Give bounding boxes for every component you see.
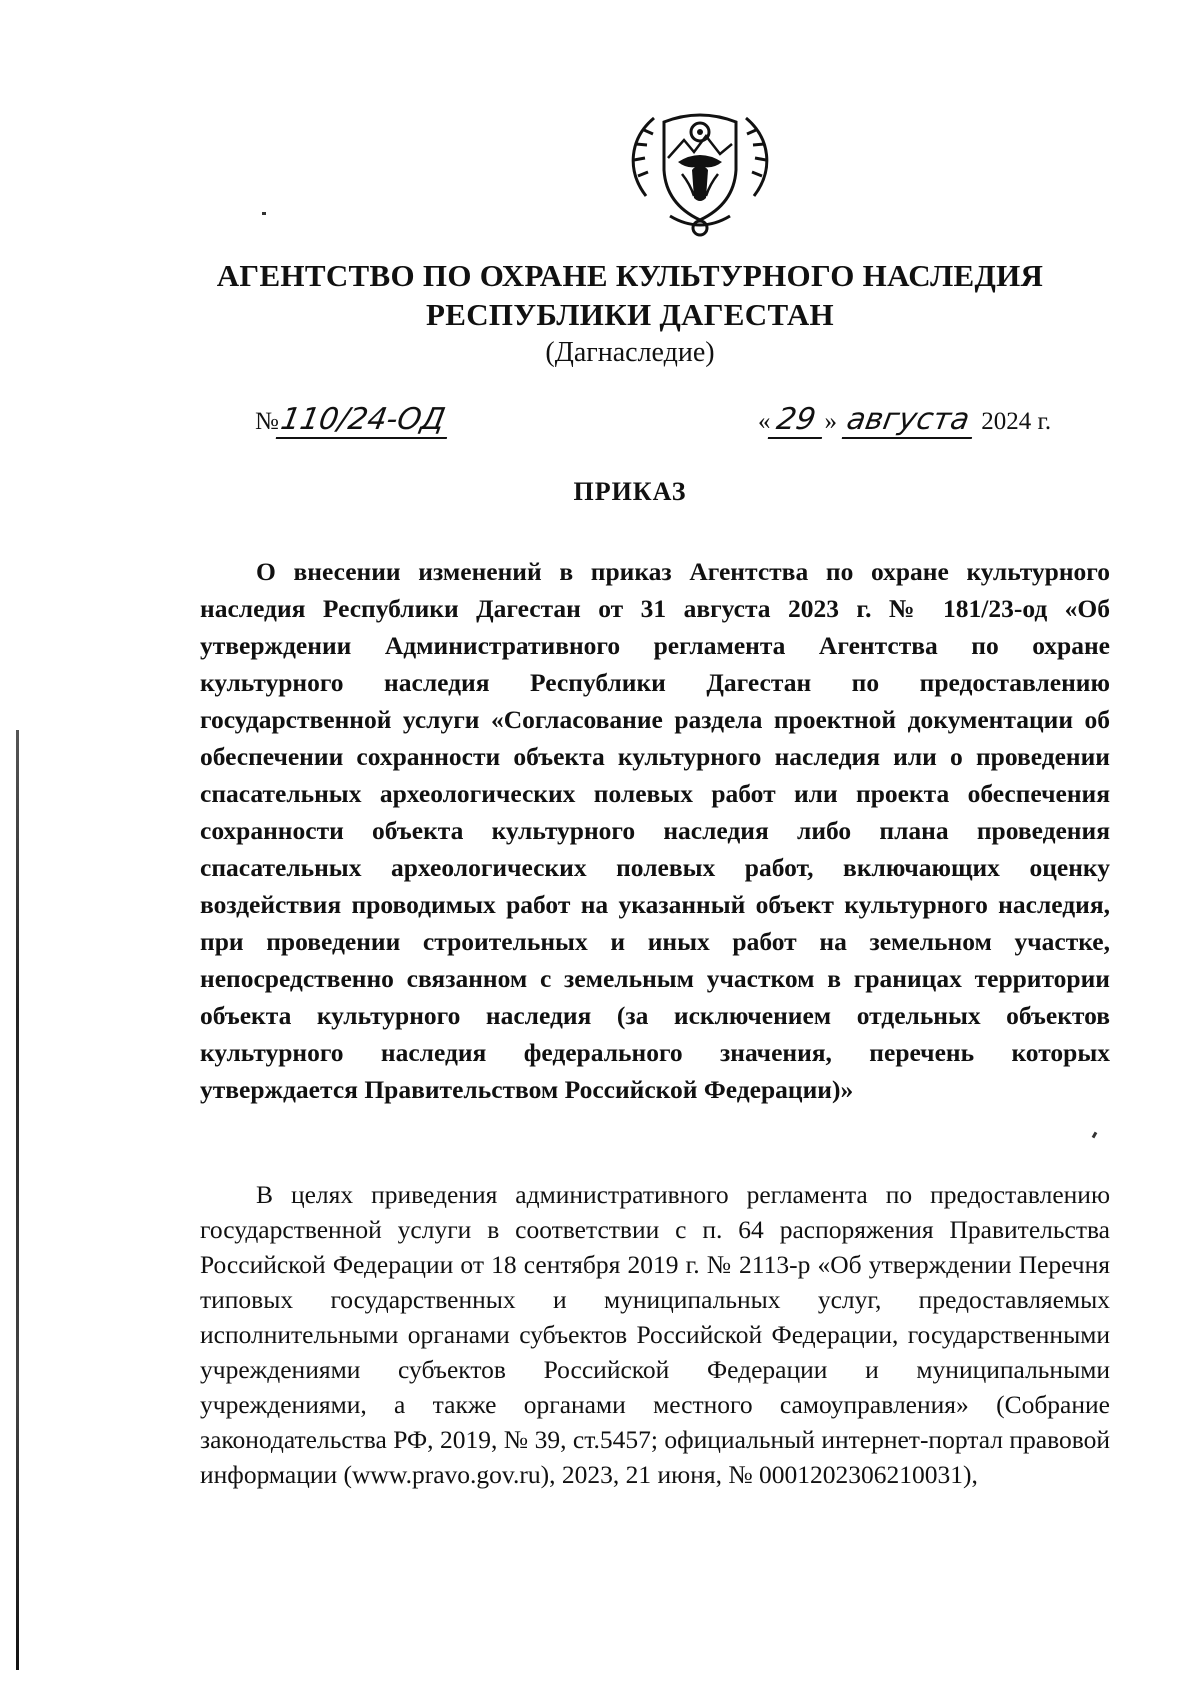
organization-name-line-2: РЕСПУБЛИКИ ДАГЕСТАН [426, 297, 834, 332]
scan-speck [1092, 1132, 1098, 1139]
organization-short-name: (Дагнаследие) [545, 337, 715, 368]
scan-edge-artifact [16, 730, 19, 1670]
number-prefix: № [255, 408, 279, 435]
date-close-quote: » [824, 408, 837, 435]
date-year: 2024 г. [981, 408, 1052, 435]
handwritten-day: 29 [767, 402, 828, 439]
body-paragraph: В целях приведения административного регламента по предоставлению государственной услуги в соответствии с п. 64 распоряжения Правительства Российской Федерации от 18 сентября 2019 г. № 2113-р «Об утверждении Перечня типовых государственных и муниципальных услуг, предоставляемых исполнительными органами субъектов Российской Федерации, государственными учреждениями субъектов Российской Федерации и муниципальными учреждениями, а также органами местного самоуправления» (Собрание законодательства РФ, 2019, № 39, ст.5457; официальный интернет-портал правовой информации (www.pravo.gov.ru), 2023, 21 июня, № 0001202306210031), [200, 1180, 1110, 1489]
document-title: ПРИКАЗ [573, 477, 687, 506]
document-date [758, 402, 1051, 439]
date-open-quote: « [758, 408, 771, 435]
coat-of-arms-icon [616, 100, 784, 242]
order-subject: О внесении изменений в приказ Агентства по охране культурного наследия Республики Дагестан от 31 августа 2023 г. № 181/23-од «Об утверждении Административного регламента Агентства по охране культурного наследия Республики Дагестан по предоставлению государственной услуги «Согласование раздела проектной документации об обеспечении сохранности объекта культурного наследия или о проведении спасательных археологических полевых работ или проекта обеспечения сохранности объекта культурного наследия либо плана проведения спасательных археологических полевых работ, включающих оценку воздействия проводимых работ на указанный объект культурного наследия, при проведении строительных и иных работ на земельном участке, непосредственно связанном с земельным участком в границах территории объекта культурного наследия (за исключением отдельных объектов культурного наследия федерального значения, перечень которых утверждается Правительством Российской Федерации)» [200, 557, 1110, 1104]
scan-speck [262, 212, 266, 215]
organization-name-line-1: АГЕНТСТВО ПО ОХРАНЕ КУЛЬТУРНОГО НАСЛЕДИЯ [216, 258, 1044, 293]
document-number [255, 402, 450, 439]
handwritten-number: 110/24-ОД [276, 402, 454, 439]
handwritten-month: августа [842, 402, 978, 439]
